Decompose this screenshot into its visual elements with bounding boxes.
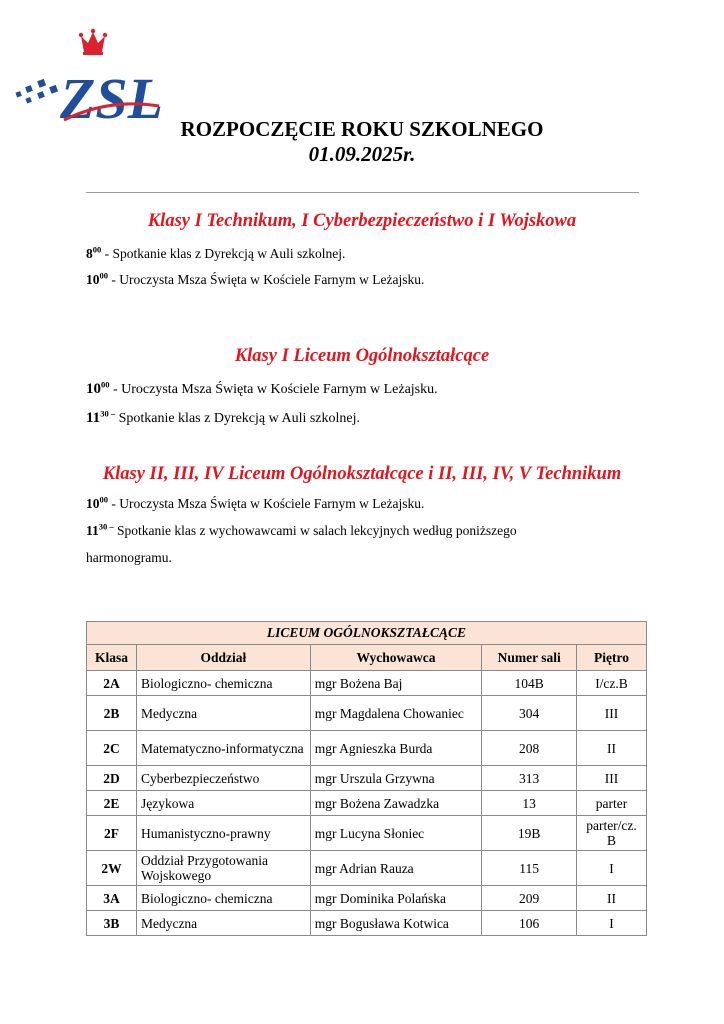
table-row [87,816,647,851]
cell-oddzial: Humanistyczno-prawny [136,816,310,851]
table-row [87,911,647,936]
cell-pietro: parter [577,791,647,816]
section2-heading: Klasy I Liceum Ogólnokształcące [234,346,490,366]
event-date: 01.09.2025r. [308,142,416,166]
cell-oddzial: Biologiczno- chemiczna [136,886,310,911]
header-oddzial: Oddział [136,645,310,671]
cell-oddzial: Medyczna [136,911,310,936]
table-row [87,766,647,791]
crown-icon [79,29,107,55]
cell-wychowawca: mgr Dominika Polańska [310,886,482,911]
table-row [87,851,647,886]
cell-oddzial: Językowa [136,791,310,816]
cell-sala: 115 [482,851,577,886]
section3-heading: Klasy II, III, IV Liceum Ogólnokształcące i II, III, IV, V Technikum [102,464,622,484]
section3-item-1: $10^{00}$ - Uroczysta Msza Święta w Kościele Farnym w Leżajsku. [86,494,425,511]
cell-pietro: III [577,766,647,791]
section1-heading: Klasy I Technikum, I Cyberbezpieczeństwo i I Wojskowa [147,211,577,231]
cell-pietro: I [577,851,647,886]
cell-wychowawca: mgr Agnieszka Burda [310,731,482,766]
table-row [87,671,647,696]
section1-item-1: $8^{00}$ - Spotkanie klas z Dyrekcją w Auli szkolnej. [86,244,346,261]
logo-letters: ZSL [60,66,164,131]
cell-sala: 106 [482,911,577,936]
section2-item-2: $11^{30 -}$ Spotkanie klas z Dyrekcją w Auli szkolnej. [86,408,361,426]
cell-oddzial: Medyczna [136,696,310,731]
section2-item-1: $10^{00}$ - Uroczysta Msza Święta w Kościele Farnym w Leżajsku. [86,379,438,397]
section3-continuation: harmonogramu. [86,550,172,565]
divider [86,192,639,193]
table-header-row [87,645,647,671]
page-title: ROZPOCZĘCIE ROKU SZKOLNEGO [180,117,544,141]
cell-klasa: 2A [87,671,137,696]
cell-klasa: 2W [87,851,137,886]
cell-klasa: 2C [87,731,137,766]
cell-pietro: II [577,731,647,766]
cell-klasa: 2D [87,766,137,791]
cell-wychowawca: mgr Bożena Baj [310,671,482,696]
header-wychowawca: Wychowawca [310,645,482,671]
cell-oddzial: Matematyczno-informatyczna [136,731,310,766]
cell-klasa: 2E [87,791,137,816]
header-numer-sali: Numer sali [482,645,577,671]
cell-oddzial: Cyberbezpieczeństwo [136,766,310,791]
cell-pietro: I [577,911,647,936]
cell-wychowawca: mgr Urszula Grzywna [310,766,482,791]
cell-pietro: parter/cz. B [577,816,647,851]
cell-sala: 304 [482,696,577,731]
section1-item-2: $10^{00}$ - Uroczysta Msza Święta w Kościele Farnym w Leżajsku. [86,270,425,287]
cell-pietro: II [577,886,647,911]
cell-sala: 208 [482,731,577,766]
table-row [87,731,647,766]
table-row [87,696,647,731]
cell-klasa: 2F [87,816,137,851]
cell-wychowawca: mgr Bożena Zawadzka [310,791,482,816]
header-klasa: Klasa [87,645,137,671]
cell-oddzial: Oddział Przygotowania Wojskowego [136,851,310,886]
cell-sala: 13 [482,791,577,816]
schedule-table [86,621,647,936]
cell-wychowawca: mgr Adrian Rauza [310,851,482,886]
cell-pietro: III [577,696,647,731]
cell-sala: 313 [482,766,577,791]
cell-wychowawca: mgr Bogusława Kotwica [310,911,482,936]
table-row [87,791,647,816]
table-row [87,886,647,911]
cell-klasa: 3B [87,911,137,936]
header-pietro: Piętro [577,645,647,671]
cell-klasa: 3A [87,886,137,911]
cell-sala: 19B [482,816,577,851]
cell-oddzial: Biologiczno- chemiczna [136,671,310,696]
cell-sala: 104B [482,671,577,696]
section3-item-2: $11^{30 -}$ Spotkanie klas z wychowawcami w salach lekcyjnych według poniższego [86,521,517,538]
cell-klasa: 2B [87,696,137,731]
motion-squares-icon [15,79,58,104]
table-caption: LICEUM OGÓLNOKSZTAŁCĄCE [87,622,647,645]
cell-pietro: I/cz.B [577,671,647,696]
cell-wychowawca: mgr Lucyna Słoniec [310,816,482,851]
cell-wychowawca: mgr Magdalena Chowaniec [310,696,482,731]
cell-sala: 209 [482,886,577,911]
